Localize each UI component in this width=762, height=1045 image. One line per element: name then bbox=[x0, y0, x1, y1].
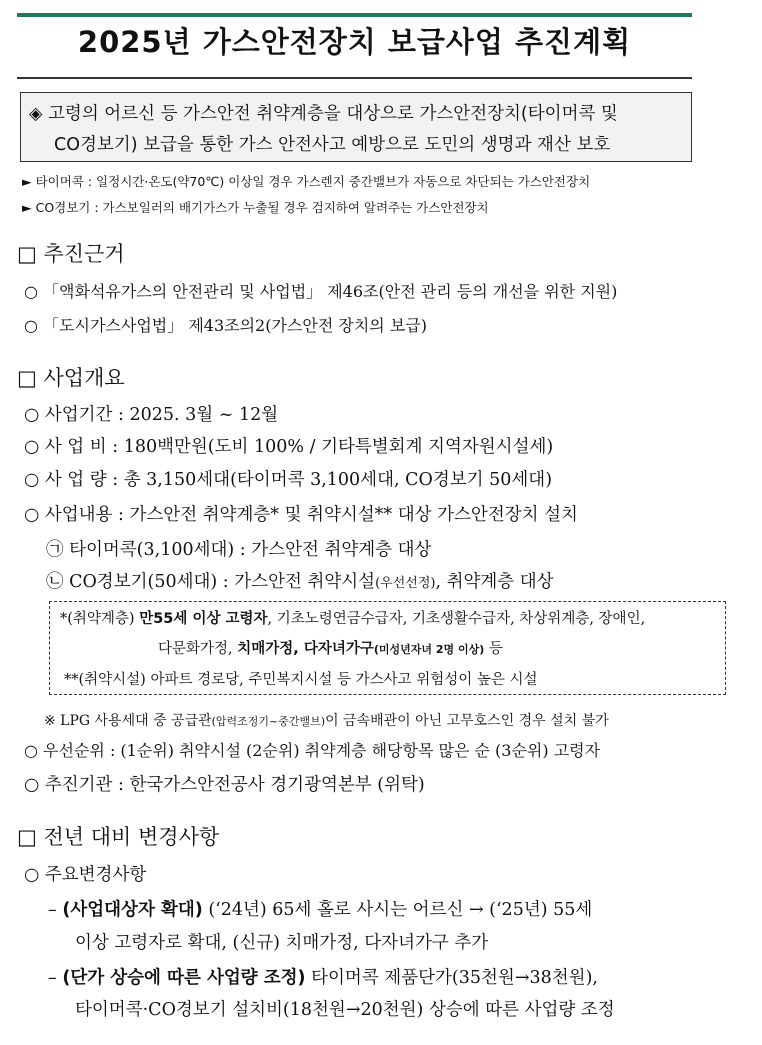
target-b1: 다문화가정, bbox=[158, 641, 238, 657]
definition-co: ► CO경보기 : 가스보일러의 배기가스가 누출될 경우 검지하여 알려주는 가스안전장치 bbox=[22, 200, 489, 215]
change-2-bold: (단가 상승에 따른 사업량 조정) bbox=[62, 968, 306, 988]
section-heading-changes: □ 전년 대비 변경사항 bbox=[17, 825, 220, 849]
change-dash-2: – bbox=[48, 968, 57, 988]
target-a1: *(취약계층) bbox=[60, 611, 140, 627]
change-1-rest: (‘24년) 65세 홀로 사시는 어르신 → (‘25년) 55세 bbox=[202, 900, 593, 920]
change-item-quantity-adjust bbox=[48, 964, 598, 989]
section-heading-basis: □ 추진근거 bbox=[17, 242, 125, 266]
target-b2: 치매가정, 다자녀가구 bbox=[237, 641, 374, 657]
summary-line-1: ◈ 고령의 어르신 등 가스안전 취약계층을 대상으로 가스안전장치(타이머콕 및 bbox=[29, 104, 618, 124]
page-title: 2025년 가스안전장치 보급사업 추진계획 bbox=[77, 25, 632, 59]
change-2-rest: 타이머콕 제품단가(35천원→38천원), bbox=[305, 968, 598, 988]
change-1-bold: (사업대상자 확대) bbox=[62, 900, 203, 920]
overview-sub-co-main: ㉡ CO경보기(50세대) : 가스안전 취약시설 bbox=[46, 572, 376, 592]
change-item-target-expansion bbox=[48, 896, 592, 921]
changes-main: ○ 주요변경사항 bbox=[24, 865, 147, 885]
overview-budget: ○ 사 업 비 : 180백만원(도비 100% / 기타특별회계 지역자원시설세) bbox=[24, 437, 554, 457]
lpg-note-b: 이 금속배관이 아닌 고무호스인 경우 설치 불가 bbox=[325, 713, 609, 729]
change-item-quantity-adjust-cont: 타이머콕·CO경보기 설치비(18천원→20천원) 상승에 따른 사업량 조정 bbox=[75, 1000, 615, 1020]
target-line-families bbox=[158, 637, 503, 658]
overview-sub-co-tail: , 취약계층 대상 bbox=[435, 572, 554, 592]
overview-sub-timer: ㉠ 타이머콕(3,100세대) : 가스안전 취약계층 대상 bbox=[46, 540, 432, 560]
target-line-facilities: **(취약시설) 아파트 경로당, 주민복지시설 등 가스사고 위험성이 높은 시설 bbox=[64, 672, 538, 688]
overview-content: ○ 사업내용 : 가스안전 취약계층* 및 취약시설** 대상 가스안전장치 설치 bbox=[24, 505, 578, 525]
section-heading-overview: □ 사업개요 bbox=[17, 366, 125, 390]
change-item-target-expansion-cont: 이상 고령자로 확대, (신규) 치매가정, 다자녀가구 추가 bbox=[75, 933, 489, 953]
lpg-note bbox=[44, 710, 609, 730]
target-b3: (미성년자녀 2명 이상) bbox=[373, 643, 485, 656]
target-definition-box bbox=[49, 601, 726, 695]
target-a2: 만55세 이상 고령자 bbox=[139, 611, 268, 627]
basis-item-lpg-act: ○ 「액화석유가스의 안전관리 및 사업법」 제46조(안전 관리 등의 개선을 위한 지원) bbox=[24, 282, 618, 301]
top-accent-bar bbox=[17, 13, 692, 17]
overview-sub-co-small: (우선선정) bbox=[375, 576, 436, 591]
overview-priority: ○ 우선순위 : (1순위) 취약시설 (2순위) 취약계층 해당항목 많은 순 (3순위) 고령자 bbox=[24, 741, 601, 760]
overview-period: ○ 사업기간 : 2025. 3월 ~ 12월 bbox=[24, 405, 279, 425]
overview-quantity: ○ 사 업 량 : 총 3,150세대(타이머콕 3,100세대, CO경보기 50세대) bbox=[24, 470, 553, 490]
lpg-note-small: (압력조정기~중간밸브) bbox=[211, 715, 326, 728]
summary-line-2: CO경보기) 보급을 통한 가스 안전사고 예방으로 도민의 생명과 재산 보호 bbox=[54, 135, 611, 155]
summary-box bbox=[20, 92, 692, 162]
overview-agency: ○ 추진기관 : 한국가스안전공사 경기광역본부 (위탁) bbox=[24, 775, 425, 795]
target-a3: , 기초노령연금수급자, 기초생활수급자, 차상위계층, 장애인, bbox=[267, 611, 646, 627]
definition-timer: ► 타이머콕 : 일정시간·온도(약70℃) 이상일 경우 가스렌지 중간밸브가 자동으로 차단되는 가스안전장치 bbox=[22, 174, 591, 189]
title-divider bbox=[17, 77, 692, 79]
target-line-vulnerable-class bbox=[60, 607, 645, 628]
target-b4: 등 bbox=[484, 641, 503, 657]
change-dash-1: – bbox=[48, 900, 57, 920]
overview-sub-co bbox=[46, 568, 554, 593]
lpg-note-a: ※ LPG 사용세대 중 공급관 bbox=[44, 713, 212, 729]
basis-item-city-gas-act: ○ 「도시가스사업법」 제43조의2(가스안전 장치의 보급) bbox=[24, 316, 427, 335]
